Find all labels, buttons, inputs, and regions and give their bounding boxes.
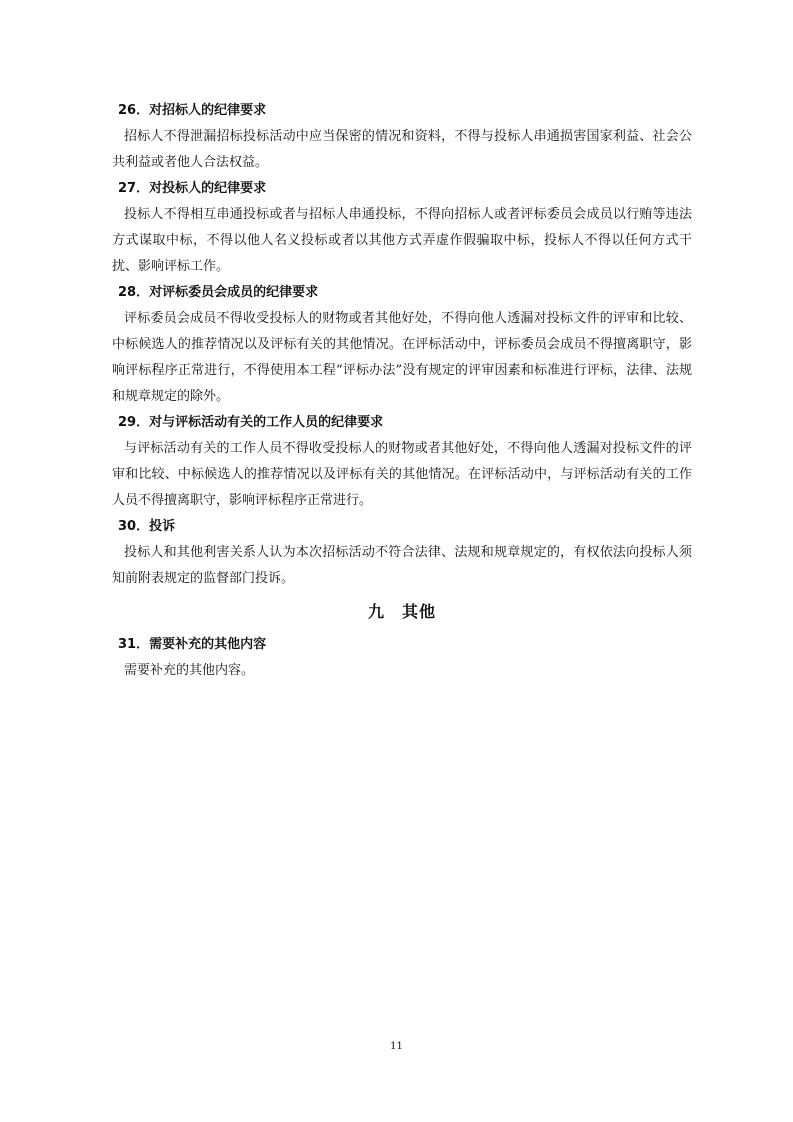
section-heading-30: 30．投诉 [118, 519, 176, 534]
section-paragraph-29: 与评标活动有关的工作人员不得收受投标人的财物或者其他好处，不得向他人透漏对投标文件的评审和比较、中标候选人的推荐情况以及评标有关的其他情况。在评标活动中，与评标活动有关的工作人员不得擅离职守，影响评标程序正常进行。 [112, 441, 692, 508]
section-heading-31: 31．需要补充的其他内容 [118, 637, 267, 652]
section-heading-26: 26．对招标人的纪律要求 [118, 103, 267, 118]
section-paragraph-30: 投标人和其他利害关系人认为本次招标活动不符合法律、法规和规章规定的，有权依法向投标人须知前附表规定的监督部门投诉。 [112, 545, 692, 586]
page-content [112, 98, 692, 684]
chapter-title: 九 其他 [367, 602, 436, 621]
section-paragraph-31: 需要补充的其他内容。 [124, 663, 255, 678]
section-heading-29: 29．对与评标活动有关的工作人员的纪律要求 [118, 415, 384, 430]
section-paragraph-26: 招标人不得泄漏招标投标活动中应当保密的情况和资料，不得与投标人串通损害国家利益、社会公共利益或者他人合法权益。 [112, 129, 692, 170]
section-paragraph-28: 评标委员会成员不得收受投标人的财物或者其他好处，不得向他人透漏对投标文件的评审和比较、中标候选人的推荐情况以及评标有关的其他情况。在评标活动中，评标委员会成员不得擅离职守，影响评标程序正常进行，不得使用本工程“评标办法”没有规定的评审因素和标准进行评标，法律、法规和规章规定的除外。 [112, 311, 692, 404]
section-heading-28: 28．对评标委员会成员的纪律要求 [118, 285, 319, 300]
section-heading-27: 27．对投标人的纪律要求 [118, 181, 267, 196]
page-number: 11 [390, 1041, 403, 1052]
section-paragraph-27: 投标人不得相互串通投标或者与招标人串通投标，不得向招标人或者评标委员会成员以行贿等违法方式谋取中标，不得以他人名义投标或者以其他方式弄虚作假骗取中标，投标人不得以任何方式干扰、影响评标工作。 [112, 207, 692, 274]
